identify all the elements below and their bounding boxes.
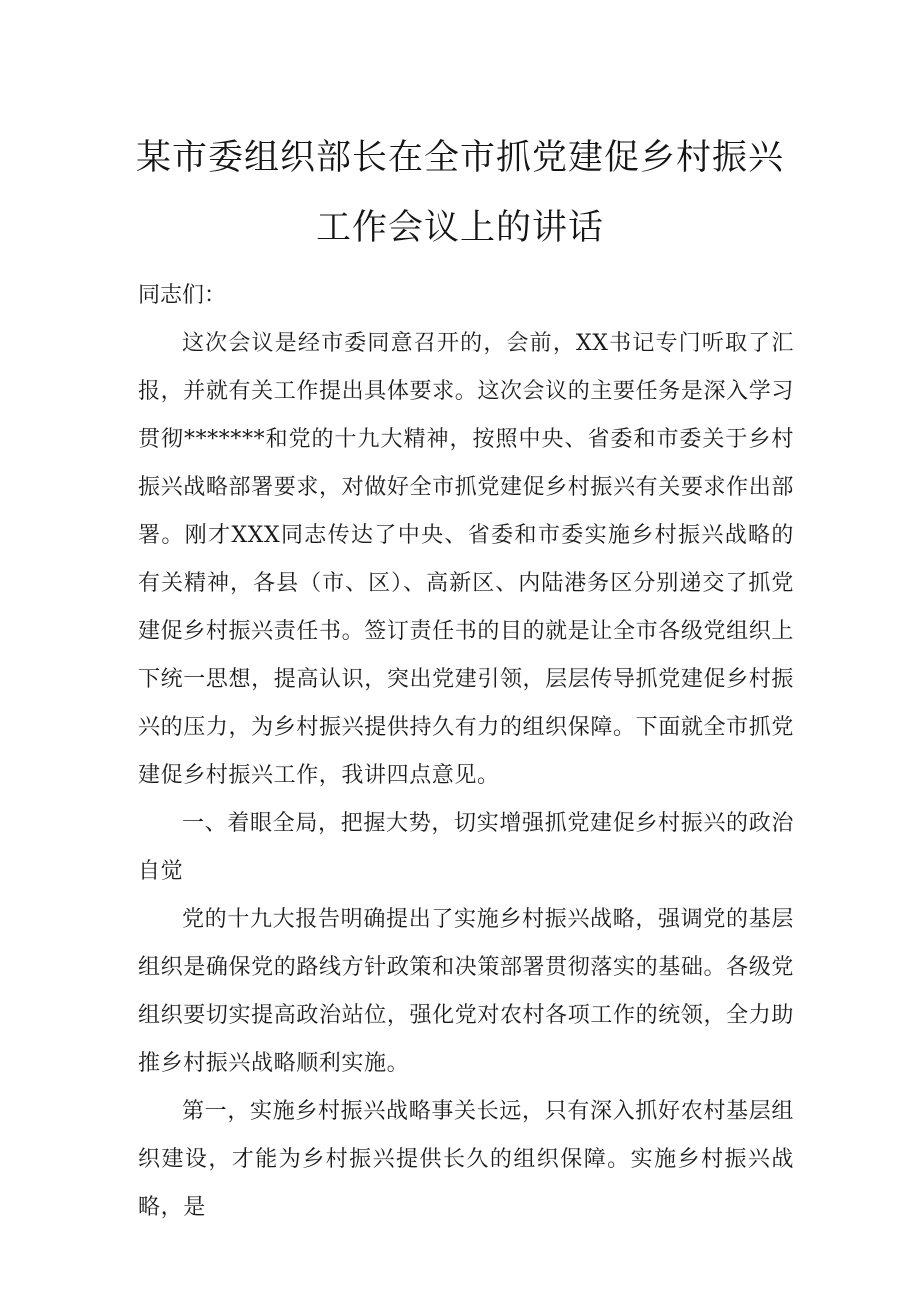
document-title-line-2: 工作会议上的讲话 xyxy=(315,208,604,248)
section-heading-one: 一、着眼全局，把握大势，切实增强抓党建促乡村振兴的政治自觉 xyxy=(138,811,794,884)
paragraph-intro: 这次会议是经市委同意召开的，会前，XX书记专门听取了汇报，并就有关工作提出具体要求。这次会议的主要任务是深入学习贯彻*******和党的十九大精神，按照中央、省委和市委关于乡村振兴战略部署要求，对做好全市抓党建促乡村振兴有关要求作出部署。刚才XXX同志传达了中央、省委和市委实施乡村振兴战略的有关精神，各县（市、区）、高新区、内陆港务区分别递交了抓党建促乡村振兴责任书。签订责任书的目的就是让全市各级党组织上下统一思想，提高认识，突出党建引领，层层传导抓党建促乡村振兴的压力，为乡村振兴提供持久有力的组织保障。下面就全市抓党建促乡村振兴工作，我讲四点意见。 xyxy=(138,331,794,788)
salutation: 同志们： xyxy=(138,283,227,308)
paragraph-first-point: 第一，实施乡村振兴战略事关长远，只有深入抓好农村基层组织建设，才能为乡村振兴提供长久的组织保障。实施乡村振兴战略，是 xyxy=(138,1099,794,1220)
document-title-line-1: 某市委组织部长在全市抓党建促乡村振兴 xyxy=(135,138,784,178)
paragraph-section-one: 党的十九大报告明确提出了实施乡村振兴战略，强调党的基层组织是确保党的路线方针政策和决策部署贯彻落实的基础。各级党组织要切实提高政治站位，强化党对农村各项工作的统领，全力助推乡村振兴战略顺利实施。 xyxy=(138,907,794,1076)
